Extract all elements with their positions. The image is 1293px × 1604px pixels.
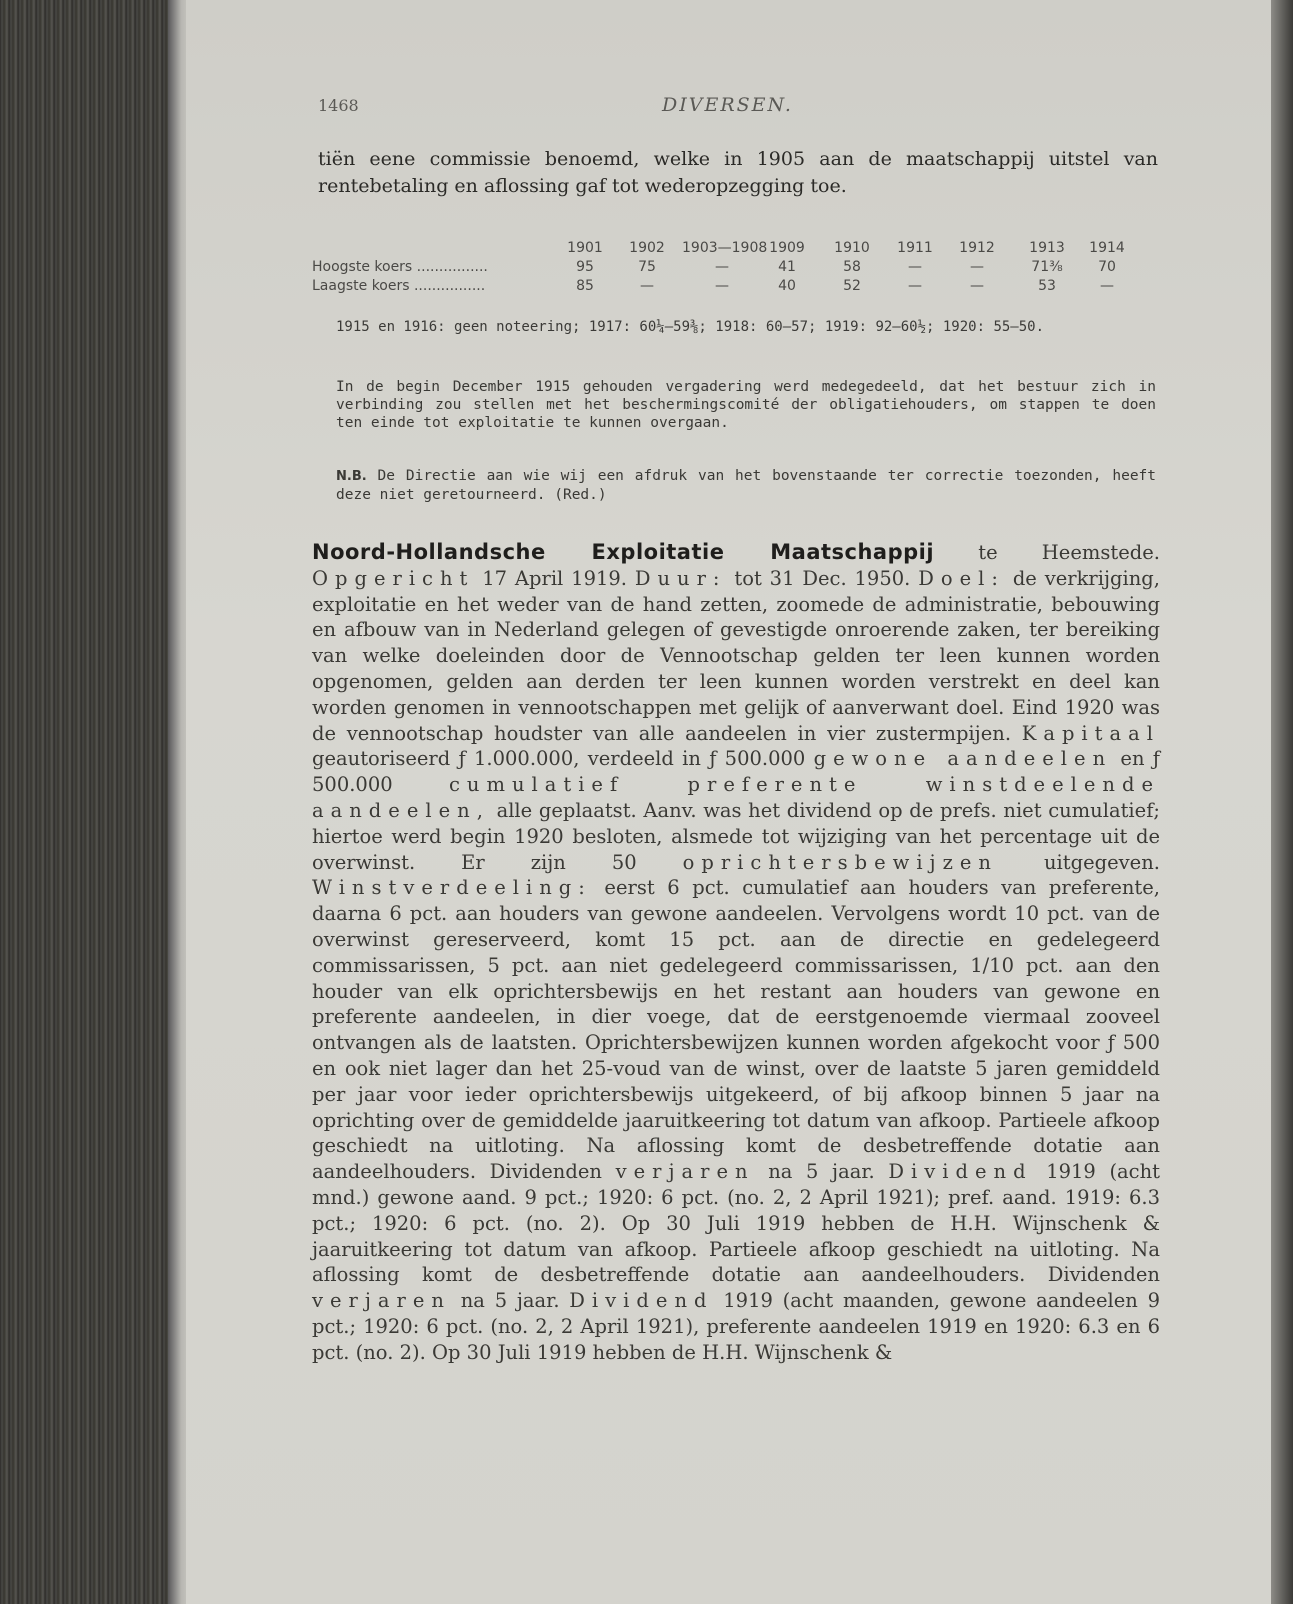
table-cell: 85	[576, 278, 594, 294]
year-header: 1911	[897, 240, 933, 256]
section-keyword: cumulatief preferente winstdeelende aandeelen,	[312, 773, 1160, 822]
entry-text: 1919 (acht mnd.) gewone aand. 9 pct.; 1920: 6 pct. (no. 2, 2 April 1921); pref. aand. 1919: 6.3 pct.; 1920: 6 pct. (no. 2). Op 30 Juli 1919 hebben de H.H. Wijnschenk & jaaruitkeering tot datum van afkoop. Partieele afkoop geschiedt na uitloting. Na aflossing komt de desbetreffende dotatie aan aandeelhouders. Dividenden	[312, 1160, 1161, 1287]
section-keyword: Kapitaal	[1021, 721, 1160, 745]
table-cell: 71⅜	[1031, 259, 1063, 275]
entry-text: tot 31 Dec. 1950.	[726, 566, 919, 590]
section-keyword: gewone aandeelen	[813, 747, 1113, 771]
table-cell: —	[908, 278, 922, 294]
company-entry	[312, 540, 1160, 1366]
entry-text: uitgegeven.	[997, 850, 1160, 874]
table-cell: 52	[843, 278, 861, 294]
table-cell: —	[640, 278, 654, 294]
section-keyword: Opgericht	[312, 566, 475, 590]
year-header: 1909	[769, 240, 805, 256]
entry-text: de verkrijging, exploitatie en het weder van de hand zetten, zoomede de administratie, bebouwing en afbouw van in Nederland gelegen of gevestigde onroerende zaken, ter bereiking van welke doeleinden door de Vennootschap gelden ter leen kunnen worden opgenomen, gelden aan derden ter leen kunnen worden verstrekt en deel kan worden genomen in vennootschappen met gelijk of aanverwant doel. Eind 1920 was de vennootschap houdster van alle aandeelen in vier zustermpijen.	[312, 566, 1160, 745]
entry-text: te Heemstede.	[934, 541, 1160, 564]
section-keyword: verjaren	[312, 1289, 451, 1313]
table-cell: —	[970, 259, 984, 275]
nb-text: De Directie aan wie wij een afdruk van het bovenstaande ter correctie toezonden, heeft deze niet geretourneerd. (Red.)	[336, 468, 1157, 503]
entry-text: alle geplaatst. Aanv. was het dividend op de prefs. niet cumulatief; hiertoe werd begin 1920 besloten, alsmede tot wijziging van het percentage uit de overwinst. Er zijn 50	[312, 798, 1160, 874]
year-header: 1903—1908	[682, 240, 768, 256]
year-header: 1913	[1029, 240, 1065, 256]
table-cell: 75	[638, 259, 656, 275]
table-cell: —	[715, 259, 729, 275]
section-keyword: oprichtersbewijzen	[682, 850, 998, 874]
entry-text: na 5 jaar.	[450, 1289, 570, 1313]
row-label: Laagste koers ................	[312, 278, 486, 294]
row-label: Hoogste koers ................	[312, 259, 488, 275]
entry-text: 17 April 1919.	[474, 566, 635, 590]
noteering-line: 1915 en 1916: geen noteering; 1917: 60¼—59⅜; 1918: 60—57; 1919: 92—60½; 1920: 55—50.	[336, 319, 1045, 335]
year-header: 1912	[959, 240, 995, 256]
nb-label: N.B.	[336, 469, 367, 484]
year-header: 1902	[629, 240, 665, 256]
table-cell: 58	[843, 259, 861, 275]
table-cell: —	[715, 278, 729, 294]
year-header: 1914	[1089, 240, 1125, 256]
table-cell: 41	[778, 259, 796, 275]
december-paragraph: In de begin December 1915 gehouden vergadering werd medegedeeld, dat het bestuur zich in verbinding zou stellen met het beschermingscomité der obligatiehouders, om stappen te doen ten einde tot exploitatie te kunnen overgaan.	[336, 379, 1156, 431]
section-keyword: verjaren	[615, 1160, 755, 1184]
table-cell: —	[970, 278, 984, 294]
section-keyword: Duur:	[634, 566, 727, 590]
book-spine-pages	[0, 0, 178, 1604]
table-cell: 40	[778, 278, 796, 294]
company-name: Noord-Hollandsche Exploitatie Maatschappij	[312, 540, 935, 564]
section-keyword: Winstverdeeling:	[312, 876, 592, 900]
section-keyword: Doel:	[918, 566, 1005, 590]
section-keyword: Dividend	[888, 1160, 1033, 1184]
section-keyword: Dividend	[569, 1289, 714, 1313]
entry-text: en ƒ 500.000	[312, 747, 1160, 797]
table-cell: —	[1100, 278, 1114, 294]
entry-text: na 5 jaar.	[754, 1160, 889, 1184]
table-cell: 70	[1098, 259, 1116, 275]
entry-text: 1919 (acht maanden, gewone aandeelen 9 pct.; 1920: 6 pct. (no. 2, 2 April 1921), preferente aandeelen 1919 en 1920: 6.3 en 6 pct. (no. 2). Op 30 Juli 1919 hebben de H.H. Wijnschenk &	[312, 1289, 1160, 1364]
entry-text: geautoriseerd ƒ 1.000.000, verdeeld in ƒ 500.000	[312, 747, 814, 771]
table-cell: —	[908, 259, 922, 275]
entry-text: eerst 6 pct. cumulatief aan houders van preferente, daarna 6 pct. aan houders van gewone aandeelen. Vervolgens wordt 10 pct. van de overwinst gereserveerd, komt 15 pct. aan de directie en gedelegeerd commissarissen, 5 pct. aan niet gedelegeerd commissarissen, 1/10 pct. aan den houder van elk oprichtersbewijs en het restant aan houders van gewone en preferente aandeelen, in dier voege, dat de eerstgenoemde viermaal zooveel ontvangen als de laatsten. Oprichtersbewijzen kunnen worden afgekocht voor ƒ 500 en ook niet lager dan het 25-voud van de winst, over de laatste 5 jaren gemiddeld per jaar voor ieder oprichtersbewijs uitgekeerd, of bij afkoop binnen 5 jaar na oprichting over de gemiddelde jaaruitkeering tot datum van afkoop. Partieele afkoop geschiedt na uitloting. Na aflossing komt de desbetreffende dotatie aan aandeelhouders. Dividenden	[312, 876, 1160, 1184]
nb-paragraph	[336, 467, 1156, 504]
table-cell: 95	[576, 259, 594, 275]
running-head: DIVERSEN.	[662, 94, 793, 116]
table-cell: 53	[1038, 278, 1056, 294]
page-header	[318, 96, 1138, 122]
book-edge-right	[1271, 0, 1293, 1604]
intro-paragraph: tiën eene commissie benoemd, welke in 1905 aan de maatschappij uitstel van rentebetaling en aflossing gaf tot wederopzegging toe.	[318, 148, 1158, 197]
page-number: 1468	[318, 96, 359, 115]
year-header: 1901	[567, 240, 603, 256]
year-header: 1910	[834, 240, 870, 256]
